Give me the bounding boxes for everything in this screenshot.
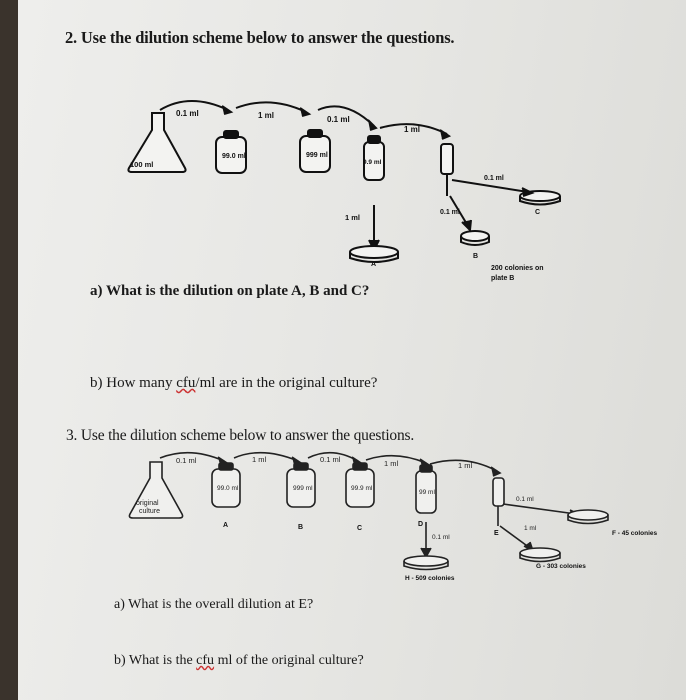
q2-plate-a-label: A: [371, 261, 377, 268]
q3-tube-a-label: 99.0 ml: [217, 485, 239, 492]
question-2-title: 2. Use the dilution scheme below to answer the questions.: [65, 28, 455, 47]
q2-tube-4: [441, 144, 453, 174]
q3-tube-c-label: 99.9 ml: [351, 485, 373, 492]
q3-flask-label-2: culture: [139, 508, 161, 515]
q2-note-line-1: 200 colonies on: [491, 265, 544, 272]
q2-note-line-2: plate B: [491, 275, 515, 282]
q2-tube-1-label: 99.0 ml: [222, 153, 246, 160]
q3-letter-a: A: [223, 522, 229, 529]
q2-transfer-label-2: 1 ml: [258, 111, 275, 120]
q3-flask-label-1: original: [136, 500, 159, 507]
q2-plate-b-transfer-label: 0.1 ml: [440, 209, 460, 216]
question-3b-cfu: cfu: [196, 653, 215, 668]
q2-plate-b-label: B: [473, 253, 479, 260]
question-3b-text-start: b) What is the: [114, 653, 197, 668]
q3-transfer-label-2: 1 ml: [252, 455, 267, 464]
question-3a: a) What is the overall dilution at E?: [114, 597, 314, 612]
q3-plate-g: [520, 548, 560, 558]
q2-plate-a: [350, 246, 398, 258]
q3-result-f: F - 45 colonies: [612, 530, 658, 537]
q2-transfer-label-1: 0.1 ml: [176, 109, 199, 118]
q3-tube-e: [493, 478, 504, 506]
q3-e-transfer-label-1: 0.1 ml: [516, 496, 534, 503]
q3-transfer-label-4: 1 ml: [384, 459, 399, 468]
q2-plate-c-transfer-label: 0.1 ml: [484, 175, 504, 182]
question-3-title: 3. Use the dilution scheme below to answer the questions.: [66, 427, 415, 444]
q3-result-g: G - 303 colonies: [536, 563, 586, 570]
q3-letter-e: E: [494, 530, 499, 537]
q3-plate-h: [404, 556, 448, 566]
q2-tube-3-label: 9.9 ml: [363, 159, 382, 166]
q3-transfer-label-1: 0.1 ml: [176, 456, 197, 465]
question-2b-cfu: cfu: [176, 375, 196, 391]
q3-letter-b: B: [298, 524, 304, 531]
q3-tube-b-label: 999 ml: [293, 485, 313, 492]
q2-plate-c-label: C: [535, 209, 541, 216]
q3-plate-f: [568, 510, 608, 520]
q3-e-transfer-label-2: 1 ml: [524, 525, 537, 532]
q2-flask-label: 100 ml: [130, 160, 154, 169]
q3-d-transfer-label: 0.1 ml: [432, 534, 450, 541]
q2-down-transfer-label: 1 ml: [345, 213, 361, 222]
q3-tube-d-label: 99 ml: [419, 489, 435, 496]
q3-transfer-label-3: 0.1 ml: [320, 455, 341, 464]
question-2b: [90, 375, 377, 392]
q2-plate-b: [461, 231, 489, 241]
q2-tube-2-label: 999 ml: [306, 152, 328, 159]
q3-result-h: H - 509 colonies: [405, 575, 455, 582]
q3-letter-d: D: [418, 521, 424, 528]
question-2b-text-start: b) How many: [90, 375, 177, 391]
question-2b-text-end: /ml are in the original culture?: [195, 375, 378, 391]
q3-dilution-scheme: [129, 453, 608, 570]
q3-letter-c: C: [357, 525, 363, 532]
question-2a: a) What is the dilution on plate A, B and C?: [90, 283, 370, 299]
q2-transfer-label-3: 0.1 ml: [327, 115, 350, 124]
q2-transfer-label-4: 1 ml: [404, 125, 421, 134]
question-3b-text-end: ml of the original culture?: [214, 653, 364, 668]
question-3b: [114, 653, 364, 669]
q3-transfer-label-5: 1 ml: [458, 461, 473, 470]
